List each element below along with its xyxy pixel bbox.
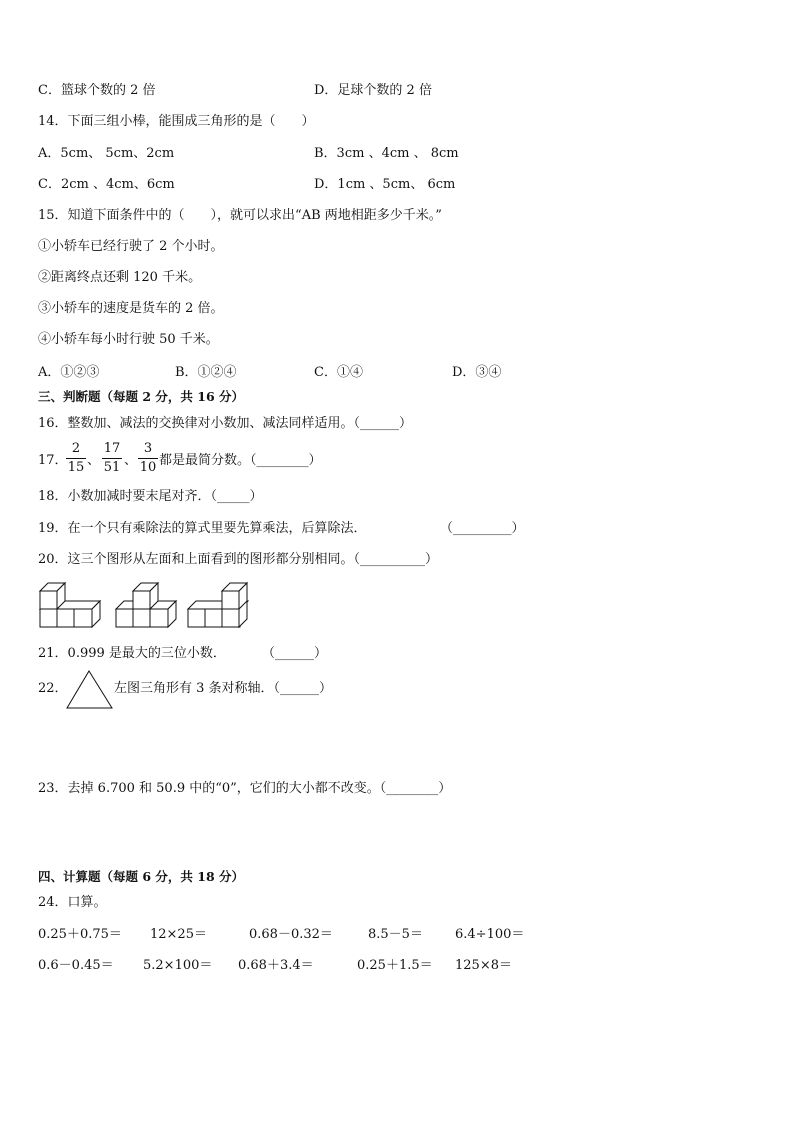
q22-text: 左图三角形有 3 条对称轴．（______） xyxy=(114,681,333,696)
fraction-denominator: 15 xyxy=(67,460,85,475)
q15-condition-1: ①小轿车已经行驶了 2 个小时。 xyxy=(38,239,224,254)
q17-separator-1: 、 xyxy=(87,453,101,468)
q20-text: 20．这三个图形从左面和上面看到的图形都分别相同。（__________） xyxy=(38,552,439,567)
q24-r1-c5: 6.4÷100＝ xyxy=(455,927,525,942)
q13-option-c: C．篮球个数的 2 倍 xyxy=(38,83,156,98)
q19-text: 19．在一个只有乘除法的算式里要先算乘法，后算除法． xyxy=(38,521,367,536)
q14-option-b: B．3cm 、4cm 、 8cm xyxy=(314,146,459,161)
cube-figure-3 xyxy=(188,583,248,627)
q17-fraction-2 xyxy=(100,441,124,476)
fraction-denominator: 51 xyxy=(103,460,121,475)
q17-number: 17． xyxy=(38,453,68,468)
section-3-title: 三、判断题（每题 2 分，共 16 分） xyxy=(38,389,245,404)
q24-r2-c4: 0.25＋1.5＝ xyxy=(357,958,433,973)
q14-stem: 14．下面三组小棒，能围成三角形的是（ ） xyxy=(38,114,315,129)
q15-option-b: B．①②④ xyxy=(175,365,237,380)
q24-r2-c1: 0.6－0.45＝ xyxy=(38,958,114,973)
cube-figure-1 xyxy=(40,583,100,627)
q14-option-c: C．2cm 、4cm、6cm xyxy=(38,177,175,192)
q23-text: 23．去掉 6.700 和 50.9 中的“0”，它们的大小都不改变。（________） xyxy=(38,781,452,796)
q17-fraction-3 xyxy=(136,441,160,476)
q15-option-c: C．①④ xyxy=(314,365,363,380)
q14-option-d: D．1cm 、5cm、 6cm xyxy=(314,177,456,192)
fraction-denominator: 10 xyxy=(139,460,157,475)
section-4-title: 四、计算题（每题 6 分，共 18 分） xyxy=(38,869,245,884)
q15-condition-3: ③小轿车的速度是货车的 2 倍。 xyxy=(38,301,224,316)
q19-blank: （_________） xyxy=(440,521,525,536)
cube-figure-2 xyxy=(116,583,176,627)
q21-text: 21．0.999 是最大的三位小数． xyxy=(38,646,226,661)
q17-fraction-1 xyxy=(64,441,88,476)
q24-r1-c3: 0.68－0.32＝ xyxy=(249,927,333,942)
q18-text: 18．小数加减时要末尾对齐．（_____） xyxy=(38,489,263,504)
q17-tail: 都是最简分数。（________） xyxy=(159,453,322,468)
q24-r1-c4: 8.5－5＝ xyxy=(368,927,423,942)
q15-option-a: A．①②③ xyxy=(38,365,100,380)
q15-condition-4: ④小轿车每小时行驶 50 千米。 xyxy=(38,332,219,347)
fraction-numerator: 3 xyxy=(143,441,153,456)
fraction-numerator: 17 xyxy=(103,441,121,456)
q14-option-a: A．5cm、 5cm、2cm xyxy=(38,146,175,161)
fraction-numerator: 2 xyxy=(71,441,81,456)
q24-r2-c2: 5.2×100＝ xyxy=(143,958,213,973)
q22-triangle xyxy=(66,670,114,710)
q20-cube-figures xyxy=(36,583,256,629)
q16-text: 16．整数加、减法的交换律对小数加、减法同样适用。（______） xyxy=(38,416,413,431)
q22-number: 22． xyxy=(38,681,68,696)
q15-option-d: D．③④ xyxy=(452,365,502,380)
q15-condition-2: ②距离终点还剩 120 千米。 xyxy=(38,270,202,285)
q13-option-d: D．足球个数的 2 倍 xyxy=(314,83,432,98)
q21-blank: （______） xyxy=(262,646,328,661)
q24-stem: 24．口算。 xyxy=(38,895,107,910)
q15-stem: 15．知道下面条件中的（ ），就可以求出“AB 两地相距多少千米。” xyxy=(38,208,442,223)
q24-r1-c1: 0.25＋0.75＝ xyxy=(38,927,122,942)
q24-r2-c3: 0.68＋3.4＝ xyxy=(238,958,314,973)
q24-r1-c2: 12×25＝ xyxy=(150,927,207,942)
q24-r2-c5: 125×8＝ xyxy=(455,958,512,973)
q17-separator-2: 、 xyxy=(124,453,138,468)
